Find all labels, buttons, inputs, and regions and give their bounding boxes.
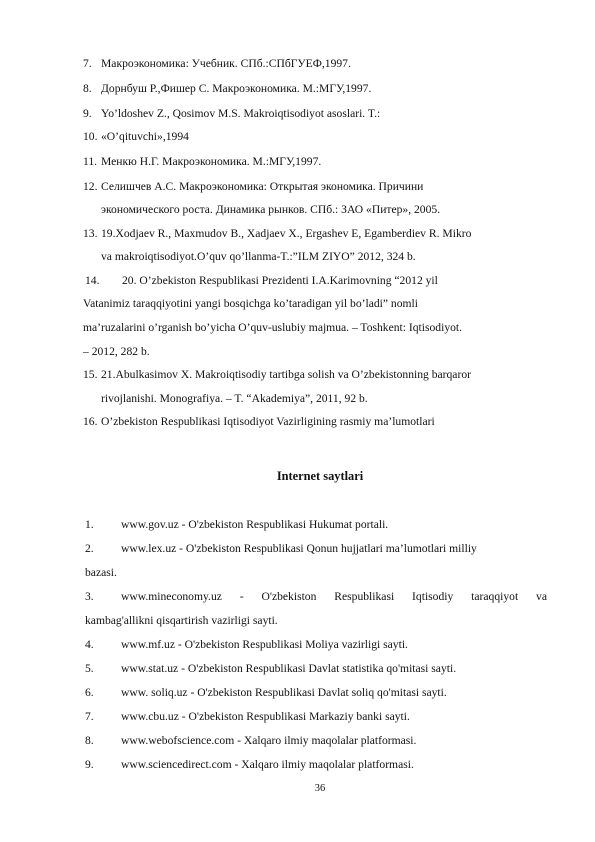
reference-number: 8. [83, 82, 92, 95]
reference-text: Селишчев А.С. Макроэкономика: Открытая экономика. Причини [101, 180, 424, 193]
reference-text: 20. O’zbekiston Respublikasi Prezidenti I.A.Karimovning “2012 yil [122, 274, 438, 287]
reference-text: Vatanimiz taraqqiyotini yangi bosqichga ko’taradigan yil bo’ladi” nomli [83, 297, 418, 310]
site-number: 7. [85, 710, 94, 723]
reference-text: ma’ruzalarini o’rganish bo’yicha O’quv-uslubiy majmua. – Toshkent: Iqtisodiyot. [83, 321, 463, 334]
reference-text: rivojlanishi. Monografiya. – T. “Akademiya”, 2011, 92 b. [101, 392, 368, 405]
site-text: www.mf.uz - O'zbekiston Respublikasi Moliya vazirligi sayti. [121, 638, 408, 651]
site-number: 3. [85, 590, 94, 603]
site-number: 8. [85, 734, 94, 747]
reference-number: 12. [83, 180, 98, 193]
site-number: 6. [85, 686, 94, 699]
site-text: www.sciencedirect.com - Xalqaro ilmiy maqolalar platformasi. [121, 758, 414, 771]
reference-number: 7. [83, 57, 92, 70]
reference-number: 15. [83, 368, 98, 381]
site-number: 9. [85, 758, 94, 771]
reference-number: 14. [85, 274, 100, 287]
reference-text: «O’qituvchi»,1994 [101, 130, 189, 143]
site-text: www.webofscience.com - Xalqaro ilmiy maqolalar platformasi. [121, 734, 417, 747]
reference-text: – 2012, 282 b. [83, 345, 150, 358]
page-number: 36 [314, 783, 326, 794]
reference-text: Yo’ldoshev Z., Qosimov M.S. Makroiqtisodiyot asoslari. T.: [101, 107, 381, 120]
site-number: 2. [85, 542, 94, 555]
reference-text: экономического роста. Динамика рынков. СПб.: ЗАО «Питер», 2005. [101, 203, 441, 216]
reference-text: Менкю Н.Г. Макроэкономика. М.:МГУ,1997. [101, 155, 322, 168]
site-text: www.stat.uz - O'zbekiston Respublikasi Davlat statistika qo'mitasi sayti. [121, 662, 457, 675]
reference-text: O’zbekiston Respublikasi Iqtisodiyot Vazirligining rasmiy ma’lumotlari [101, 415, 435, 428]
site-text: www.mineconomy.uz - O'zbekiston Respublikasi Iqtisodiy taraqqiyot va [121, 590, 547, 603]
site-text: www.cbu.uz - O'zbekiston Respublikasi Markaziy banki sayti. [121, 710, 410, 723]
reference-number: 10. [83, 130, 98, 143]
site-text: www. soliq.uz - O'zbekiston Respublikasi Davlat soliq qo'mitasi sayti. [121, 686, 447, 699]
reference-number: 9. [83, 107, 92, 120]
reference-text: Макроэкономика: Учебник. СПб.:СПбГУЕФ,1997. [101, 57, 351, 70]
reference-text: Дорнбуш Р.,Фишер С. Макроэкономика. М.:МГУ,1997. [101, 82, 372, 95]
site-text: www.gov.uz - O'zbekiston Respublikasi Hukumat portali. [121, 518, 389, 531]
reference-text: va makroiqtisodiyot.O’quv qo’llanma-T.:”ILM ZIYO” 2012, 324 b. [101, 250, 416, 263]
reference-text: 21.Abulkasimov X. Makroiqtisodiy tartibga solish va O’zbekistonning barqaror [101, 368, 471, 381]
reference-number: 16. [83, 415, 98, 428]
reference-number: 11. [83, 155, 98, 168]
reference-text: 19.Xodjaev R., Maxmudov B., Xadjaev X., Ergashev E, Egamberdiev R. Mikro [101, 227, 472, 240]
section-title: Internet saytlari [276, 469, 364, 483]
site-number: 1. [85, 518, 94, 531]
reference-number: 13. [83, 227, 98, 240]
site-text: bazasi. [85, 566, 117, 579]
site-number: 5. [85, 662, 94, 675]
site-text: www.lex.uz - O'zbekiston Respublikasi Qonun hujjatlari ma’lumotlari milliy [121, 542, 477, 555]
site-text: kambag'allikni qisqartirish vazirligi sayti. [85, 614, 278, 627]
site-number: 4. [85, 638, 94, 651]
